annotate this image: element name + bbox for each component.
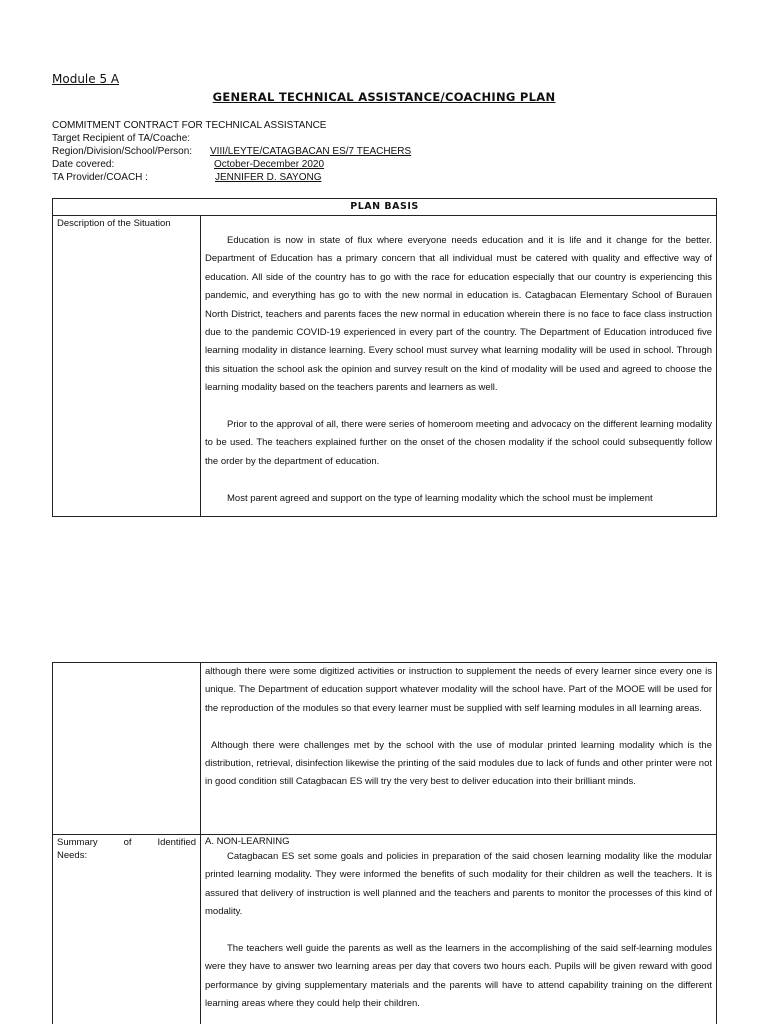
date-value: October-December 2020 bbox=[214, 159, 325, 170]
plan-basis-heading: PLAN BASIS bbox=[53, 199, 717, 216]
situation-label-continued bbox=[53, 663, 201, 835]
summary-label-word-2: of bbox=[123, 837, 132, 848]
summary-label-word-1: Summary bbox=[57, 837, 98, 848]
date-label: Date covered: bbox=[52, 159, 115, 170]
region-row bbox=[52, 145, 452, 158]
contract-title: COMMITMENT CONTRACT FOR TECHNICAL ASSISTANCE bbox=[52, 120, 327, 131]
provider-row bbox=[52, 171, 452, 184]
page-title: GENERAL TECHNICAL ASSISTANCE/COACHING PLAN bbox=[212, 90, 556, 104]
situation-paragraph-3: Most parent agreed and support on the type of learning modality which the school must be implement bbox=[227, 492, 653, 504]
non-learning-heading: A. NON-LEARNING bbox=[205, 836, 290, 847]
situation-paragraph-1: Education is now in state of flux where everyone needs education and it is life and it change for the better. Department of Education has a primary concern that all individual must be catered with quality and effective way of education. All side of the country has to go with the race for education especially that our country is experiencing this pandemic, and everything has go to with the new normal in education is. Catagbacan Elementary School of Burauen North District, teachers and parents faces the new normal in education wherein there is no face to face class instruction due to the pandemic COVID-19 experienced in every part of the country. The Department of Education introduced five learning modality in distance learning. Every school must survey what learning modality will be used in school. Through this situation the school ask the opinion and survey result on the kind of modality will be used and agreed to choose the learning modality based on the teachers parents and learners as well. bbox=[205, 235, 712, 394]
summary-paragraph-1: Catagbacan ES set some goals and policies in preparation of the said chosen learning modality like the modular printed learning modality. They were informed the benefits of such modality for their children as well the teachers. It is assured that delivery of instruction is well planned and the teachers and parents to monitor the processes of this kind of modality. bbox=[205, 851, 712, 918]
target-row bbox=[52, 132, 190, 145]
plan-basis-table-continued bbox=[52, 662, 717, 1024]
continued-paragraph-2: Although there were challenges met by the school with the use of modular printed learning modality which is the distribution, retrieval, disinfection likewise the printing of the said modules due to lack of funds and other printer were not in good condition still Catagbacan ES will try the very best to deliver education into their brilliant minds. bbox=[205, 739, 712, 788]
plan-basis-table bbox=[52, 198, 717, 517]
summary-paragraph-2: The teachers well guide the parents as well as the learners in the accomplishing of the said self-learning modules were they have to answer two learning areas per day that covers two hours each. Pupils will be given reward with good performance by giving supplementary materials and the parents will have to attend capability training on the different learning areas where they could help their children. bbox=[205, 943, 712, 1010]
summary-label-word-3: Identified bbox=[157, 837, 196, 848]
provider-label: TA Provider/COACH : bbox=[52, 172, 148, 183]
summary-label-word-4: Needs: bbox=[57, 850, 88, 861]
region-label: Region/Division/School/Person: bbox=[52, 146, 193, 157]
date-row bbox=[52, 158, 452, 171]
continued-paragraph-1: although there were some digitized activities or instruction to supplement the needs of every learner since every one is unique. The Department of education support whatever modality will the school have. Part of the MOOE will be used for the reproduction of the modules so that every learner must be supplied with self learning modules in all learning areas. bbox=[205, 666, 712, 714]
target-label: Target Recipient of TA/Coache: bbox=[52, 133, 191, 144]
situation-text-continued bbox=[201, 663, 717, 835]
situation-label: Description of the Situation bbox=[53, 216, 201, 517]
situation-text bbox=[201, 216, 717, 517]
region-value: VIII/LEYTE/CATAGBACAN ES/7 TEACHERS bbox=[210, 146, 412, 157]
summary-needs-text bbox=[201, 835, 717, 1024]
situation-paragraph-2: Prior to the approval of all, there were series of homeroom meeting and advocacy on the different learning modality to be used. The teachers explained further on the onset of the chosen modality if the school could subsequently follow the order by the department of education. bbox=[205, 419, 712, 467]
summary-needs-label bbox=[53, 835, 201, 1024]
provider-value: JENNIFER D. SAYONG bbox=[215, 172, 322, 183]
module-label: Module 5 A bbox=[52, 72, 120, 86]
